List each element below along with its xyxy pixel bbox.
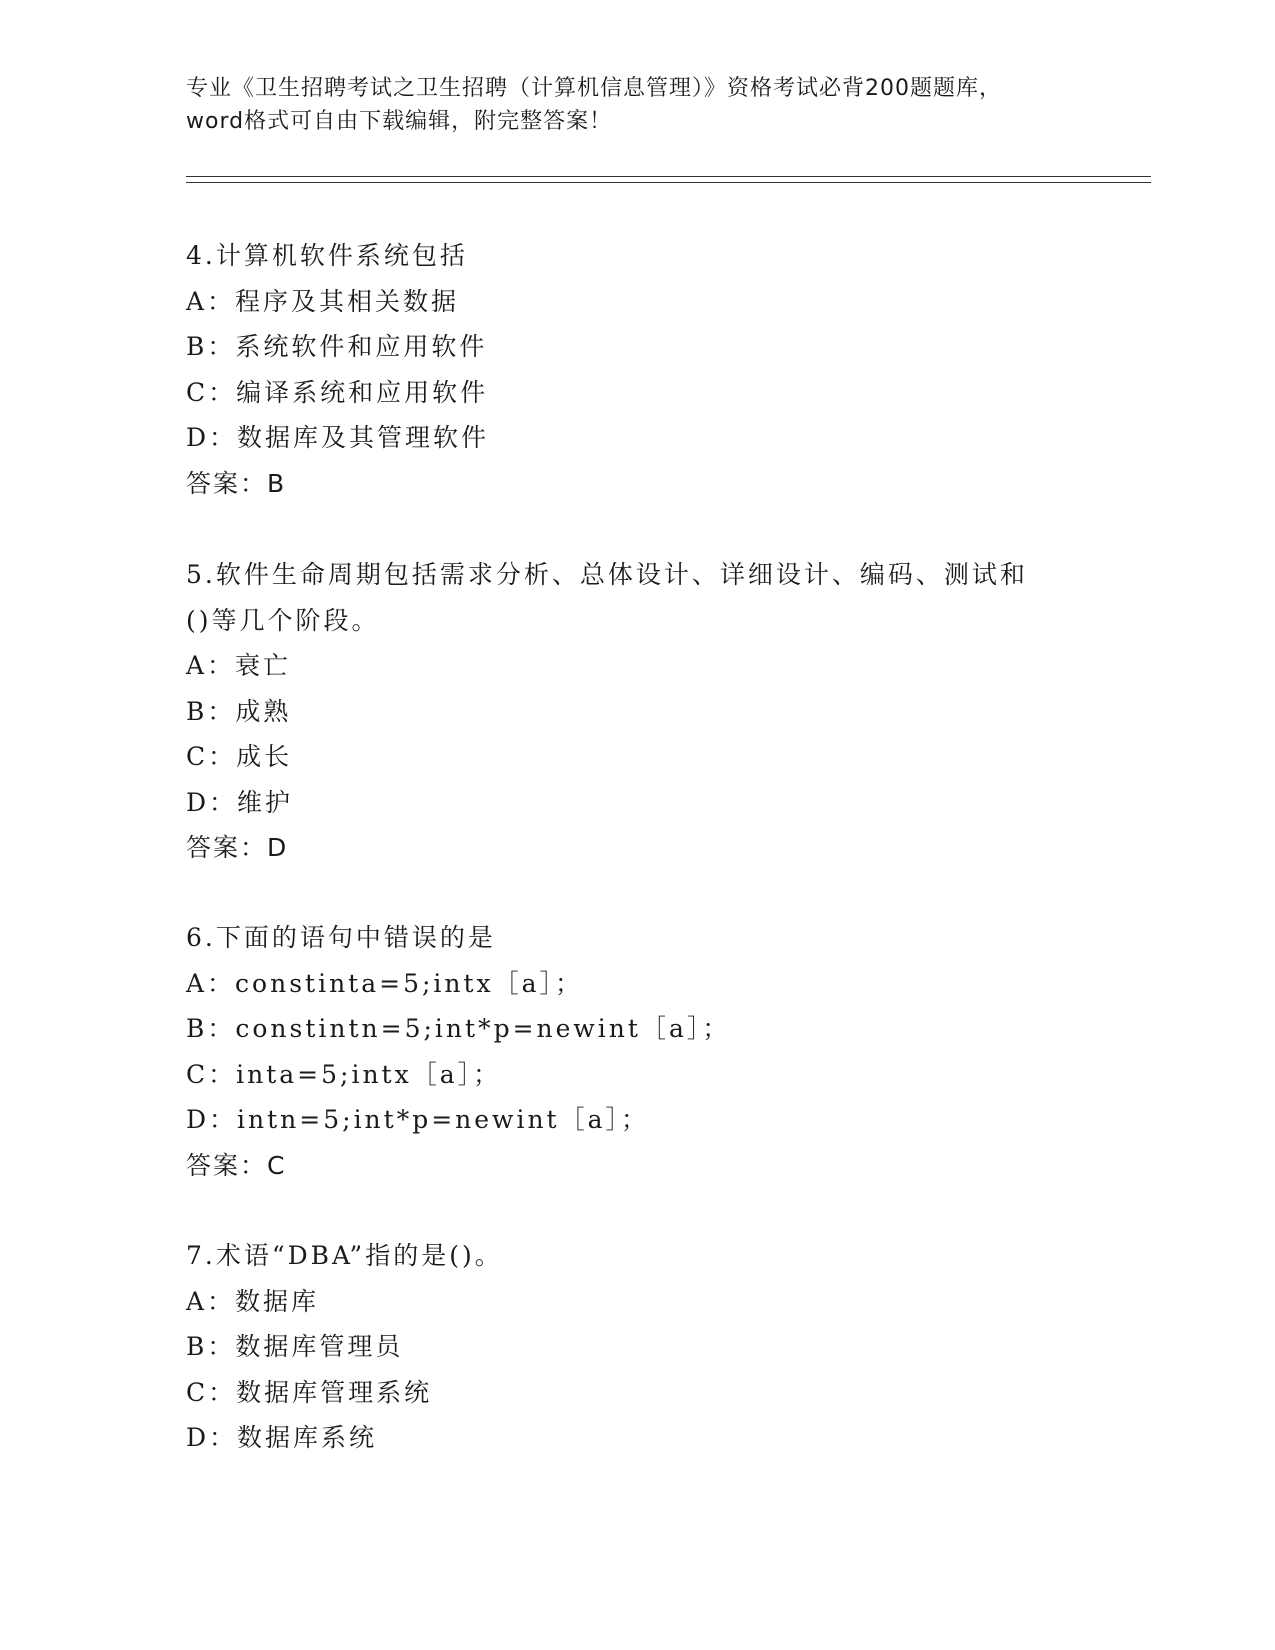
option-a: A：constinta=5;intx［a］； bbox=[186, 968, 584, 998]
option-a: A：衰亡 bbox=[186, 651, 292, 680]
header-divider-top bbox=[186, 176, 1151, 177]
question-7 bbox=[186, 1233, 1086, 1461]
option-d: D：数据库系统 bbox=[186, 1423, 378, 1452]
option-d: D：维护 bbox=[186, 787, 294, 817]
question-stem: 6.下面的语句中错误的是 bbox=[186, 923, 496, 952]
answer-line: 答案：D bbox=[186, 833, 289, 862]
option-a: A：程序及其相关数据 bbox=[186, 286, 460, 316]
option-b: B：系统软件和应用软件 bbox=[186, 332, 488, 361]
option-b: B：成熟 bbox=[186, 696, 292, 726]
option-d: D：intn=5;int*p=newint［a］； bbox=[186, 1105, 650, 1134]
document-header bbox=[186, 72, 1086, 138]
question-stem-line-1: 5.软件生命周期包括需求分析、总体设计、详细设计、编码、测试和 bbox=[186, 560, 1028, 589]
option-d: D：数据库及其管理软件 bbox=[186, 423, 490, 452]
question-stem-line-2: ()等几个阶段。 bbox=[186, 605, 380, 635]
option-c: C：inta=5;intx［a］； bbox=[186, 1059, 502, 1089]
question-stem: 4.计算机软件系统包括 bbox=[186, 241, 468, 270]
header-line-2: word格式可自由下载编辑，附完整答案！ bbox=[186, 109, 613, 134]
option-b: B：数据库管理员 bbox=[186, 1332, 404, 1361]
question-4 bbox=[186, 233, 1086, 506]
option-c: C：编译系统和应用软件 bbox=[186, 377, 489, 407]
question-6 bbox=[186, 915, 1086, 1188]
question-5 bbox=[186, 552, 1086, 871]
option-c: C：数据库管理系统 bbox=[186, 1377, 433, 1407]
header-divider-bottom bbox=[186, 182, 1151, 183]
answer-line: 答案：C bbox=[186, 1150, 287, 1180]
header-line-1: 专业《卫生招聘考试之卫生招聘（计算机信息管理）》资格考试必背200题题库， bbox=[186, 76, 1002, 101]
question-stem: 7.术语“DBA”指的是()。 bbox=[186, 1241, 503, 1270]
option-c: C：成长 bbox=[186, 742, 293, 771]
answer-line: 答案：B bbox=[186, 468, 287, 498]
option-a: A：数据库 bbox=[186, 1286, 320, 1316]
option-b: B：constintn=5;int*p=newint［a］； bbox=[186, 1014, 731, 1043]
